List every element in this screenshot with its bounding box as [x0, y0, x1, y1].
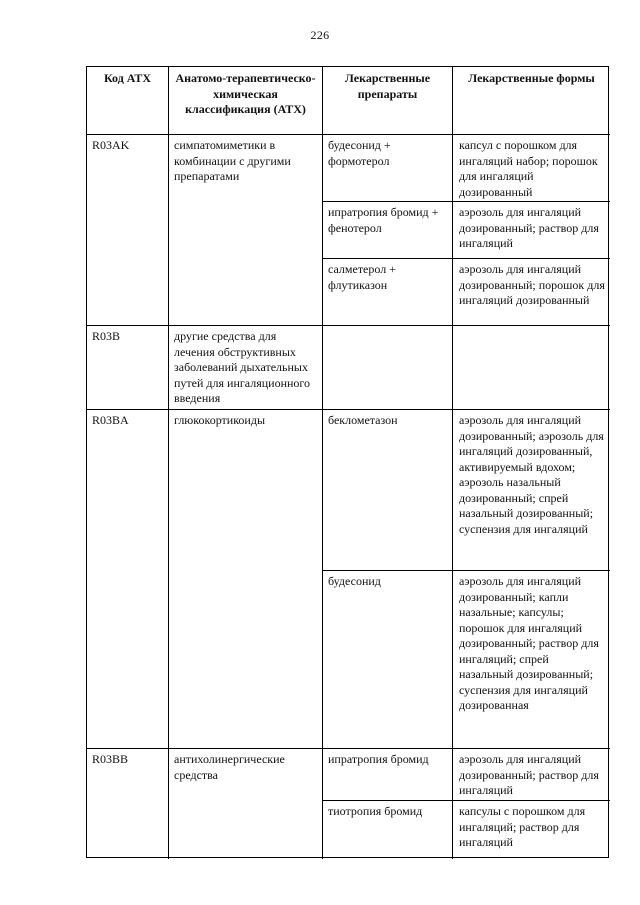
drug-name: будесонид + формотерол — [323, 135, 453, 202]
header-drugs: Лекарственные препараты — [323, 67, 453, 135]
row-code: R03BB — [87, 749, 169, 859]
row-code: R03B — [87, 326, 169, 410]
drug-name: ипратропия бромид + фенотерол — [323, 202, 453, 259]
drug-name: ипратропия бромид — [323, 749, 453, 801]
drug-name: салметерол + флутиказон — [323, 259, 453, 326]
drug-forms: аэрозоль для ингаляций дозированный; раствор для ингаляций — [453, 202, 610, 259]
drug-forms — [453, 326, 610, 410]
row-classification: антихолинергические средства — [169, 749, 323, 859]
drug-forms: капсулы с порошком для ингаляций; раствор для ингаляций — [459, 804, 586, 849]
header-classification: Анатомо-терапевтическо-химическая классификация (АТХ) — [169, 67, 323, 135]
page-number: 226 — [310, 28, 330, 42]
row-classification: симпатомиметики в комбинации с другими препаратами — [169, 135, 323, 326]
drug-name: будесонид — [323, 571, 453, 749]
drug-forms: аэрозоль для ингаляций дозированный; порошок для ингаляций дозированный — [453, 259, 610, 326]
drug-forms: капсул с порошком для ингаляций набор; порошок для ингаляций дозированный — [453, 135, 610, 202]
drug-name — [323, 326, 453, 410]
drug-forms: аэрозоль для ингаляций дозированный; капли назальные; капсулы; порошок для ингаляций дозированный; раствор для ингаляций; спрей назальный дозированный; суспензия для ингаляций дозированная — [453, 571, 610, 749]
row-classification: глюкокортикоиды — [169, 410, 323, 749]
row-classification: другие средства для лечения обструктивных заболеваний дыхательных путей для ингаляционного введения — [169, 326, 323, 410]
header-forms: Лекарственные формы — [453, 67, 610, 135]
drug-name: беклометазон — [323, 410, 453, 571]
drug-forms: аэрозоль для ингаляций дозированный; раствор для ингаляций — [453, 749, 610, 801]
atc-table — [86, 66, 609, 858]
drug-forms: аэрозоль для ингаляций дозированный; аэрозоль для ингаляций дозированный, активируемый вдохом; аэрозоль назальный дозированный; спрей назальный дозированный; суспензия для ингаляций — [453, 410, 610, 571]
drug-name: тиотропия бромид — [323, 801, 453, 859]
row-code: R03AK — [87, 135, 169, 326]
header-code: Код АТХ — [87, 67, 169, 135]
row-code: R03BA — [87, 410, 169, 749]
